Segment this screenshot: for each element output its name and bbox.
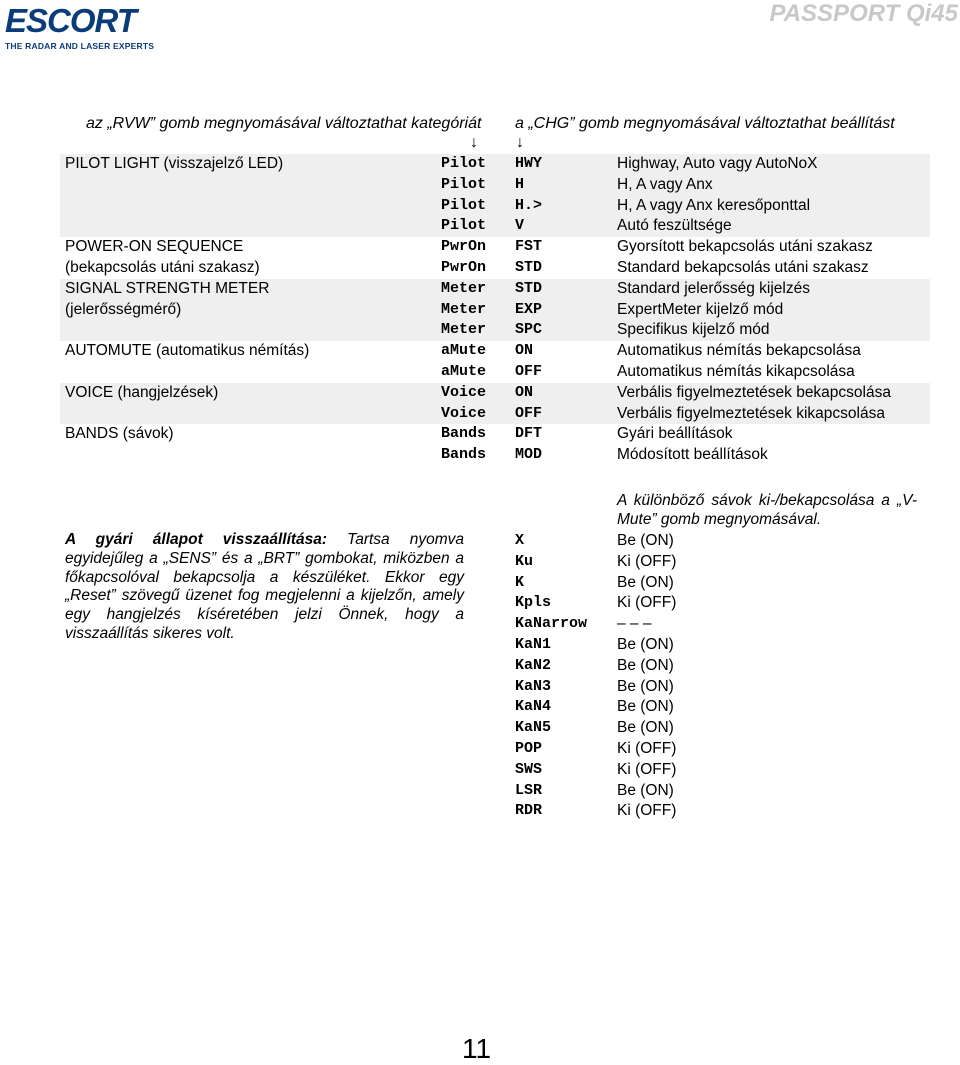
display-code: aMute [440,362,486,380]
display-code: Pilot [440,155,486,172]
setting-description: Automatikus némítás bekapcsolása [617,342,861,360]
list-item [515,718,815,739]
display-code: Voice [440,404,486,422]
category-label: VOICE (hangjelzések) [65,383,219,401]
category-label: PILOT LIGHT (visszajelző LED) [65,155,284,172]
display-code: PwrOn [440,258,486,276]
setting-description: Highway, Auto vagy AutoNoX [617,155,818,172]
table-row [60,196,930,217]
display-code: Meter [440,279,486,297]
list-item [515,760,815,781]
display-code: Bands [440,446,486,464]
setting-description: Specifikus kijelző mód [617,321,770,339]
band-state: Be (ON) [617,635,674,653]
band-code: LSR [515,781,543,799]
setting-description: H, A vagy Anx keresőponttal [617,196,811,214]
brand-tagline: THE RADAR AND LASER EXPERTS [5,41,155,51]
table-row [60,404,930,425]
brand-name: ESCORT [5,2,136,39]
band-state: Be (ON) [617,656,674,674]
setting-description: Verbális figyelmeztetések kikapcsolása [617,404,885,422]
category-label: (bekapcsolás utáni szakasz) [65,258,260,276]
band-code: SWS [515,760,543,778]
display-code: Meter [440,321,486,339]
escort-logo [5,2,155,54]
setting-description: ExpertMeter kijelző mód [617,300,784,318]
band-state: Ki (OFF) [617,802,677,820]
band-state: Be (ON) [617,781,674,799]
table-row [60,216,930,237]
display-code: Voice [440,383,486,401]
setting-code: ON [515,383,534,401]
category-label: (jelerősségmérő) [65,300,182,318]
display-code: Pilot [440,217,486,235]
setting-code: STD [515,258,543,276]
table-row [60,258,930,279]
list-item [515,677,815,698]
category-label: BANDS (sávok) [65,425,174,443]
display-code: Meter [440,300,486,318]
setting-code: HWY [515,155,543,172]
list-item [515,573,815,594]
band-code: Kpls [515,594,552,612]
table-row [60,362,930,383]
band-state: Be (ON) [617,677,674,695]
band-state: Ki (OFF) [617,739,677,757]
list-item [515,697,815,718]
setting-description: Gyári beállítások [617,425,733,443]
band-code: KaN4 [515,698,552,716]
setting-code: FST [515,238,543,256]
band-state: Be (ON) [617,719,674,737]
list-item [515,552,815,573]
table-row [60,279,930,300]
list-item [515,635,815,656]
reset-text: Tartsa nyomva egyidejűleg a „SENS” és a „BRT” gombokat, miközben a főkapcsolóval bekapcsolja a készüléket. Ekkor egy „Reset” szövegű üzenet fog megjelenni a kijelzőn, amely egy hangjelzés kíséretében jelzi Önnek, hogy a visszaállítás sikeres volt. [65,531,464,642]
display-code: PwrOn [440,238,486,256]
band-state: Be (ON) [617,698,674,716]
setting-code: STD [515,279,543,297]
setting-code: OFF [515,404,543,422]
setting-description: Verbális figyelmeztetések bekapcsolása [617,383,891,401]
setting-code: H [515,175,525,193]
display-code: Bands [440,425,486,443]
setting-description: Autó feszültsége [617,217,732,235]
list-item [515,739,815,760]
display-code: Pilot [440,175,486,193]
band-code: KaN2 [515,656,552,674]
list-item [515,531,815,552]
band-state: – – – [617,615,652,633]
table-row [60,154,930,175]
list-item [515,781,815,802]
setting-description: Standard jelerősség kijelzés [617,279,810,297]
setting-code: DFT [515,425,543,443]
factory-reset-note [65,531,464,644]
band-code: KaN5 [515,719,552,737]
category-label: SIGNAL STRENGTH METER [65,279,270,297]
setting-code: MOD [515,446,543,464]
table-row [60,175,930,196]
band-code: KaNarrow [515,615,588,633]
table-row [60,424,930,445]
band-code: Ku [515,552,534,570]
band-code: KaN1 [515,635,552,653]
setting-description: Standard bekapcsolás utáni szakasz [617,258,869,276]
settings-table [60,154,930,466]
down-arrow-icon: ↓ [516,134,524,151]
list-item [515,801,815,822]
setting-code: EXP [515,300,543,318]
table-row [60,300,930,321]
setting-header: a „CHG” gomb megnyomásával változtathat beállítást [515,115,895,132]
list-item [515,593,815,614]
display-code: Pilot [440,196,486,214]
setting-description: Módosított beállítások [617,446,768,464]
band-state: Ki (OFF) [617,552,677,570]
category-label: AUTOMUTE (automatikus némítás) [65,342,310,360]
band-state: Be (ON) [617,532,674,549]
setting-code: ON [515,342,534,360]
bands-list [515,531,815,822]
band-state: Be (ON) [617,573,674,591]
setting-code: H.> [515,196,543,214]
bands-note: A különböző sávok ki-/bekapcsolása a „V-Mute” gomb megnyomásával. [617,492,917,528]
page-number: 11 [462,1033,492,1064]
table-row [60,320,930,341]
category-header: az „RVW” gomb megnyomásával változtathat kategóriát [86,115,482,132]
band-state: Ki (OFF) [617,594,677,612]
setting-code: OFF [515,362,543,380]
table-row [60,445,930,466]
category-label: POWER-ON SEQUENCE [65,238,244,256]
table-row [60,237,930,258]
display-code: aMute [440,342,486,360]
band-code: RDR [515,802,543,820]
list-item [515,614,815,635]
list-item [515,656,815,677]
setting-code: V [515,217,525,235]
band-code: X [515,532,525,549]
table-row [60,341,930,362]
setting-description: Automatikus némítás kikapcsolása [617,362,855,380]
product-title: PASSPORT Qi45 [769,0,958,27]
setting-description: H, A vagy Anx [617,175,713,193]
band-state: Ki (OFF) [617,760,677,778]
band-code: KaN3 [515,677,552,695]
band-code: K [515,573,525,591]
setting-description: Gyorsított bekapcsolás utáni szakasz [617,238,873,256]
setting-code: SPC [515,321,543,339]
reset-title: A gyári állapot visszaállítása: [65,531,328,548]
table-row [60,383,930,404]
down-arrow-icon: ↓ [470,134,478,151]
band-code: POP [515,739,543,757]
